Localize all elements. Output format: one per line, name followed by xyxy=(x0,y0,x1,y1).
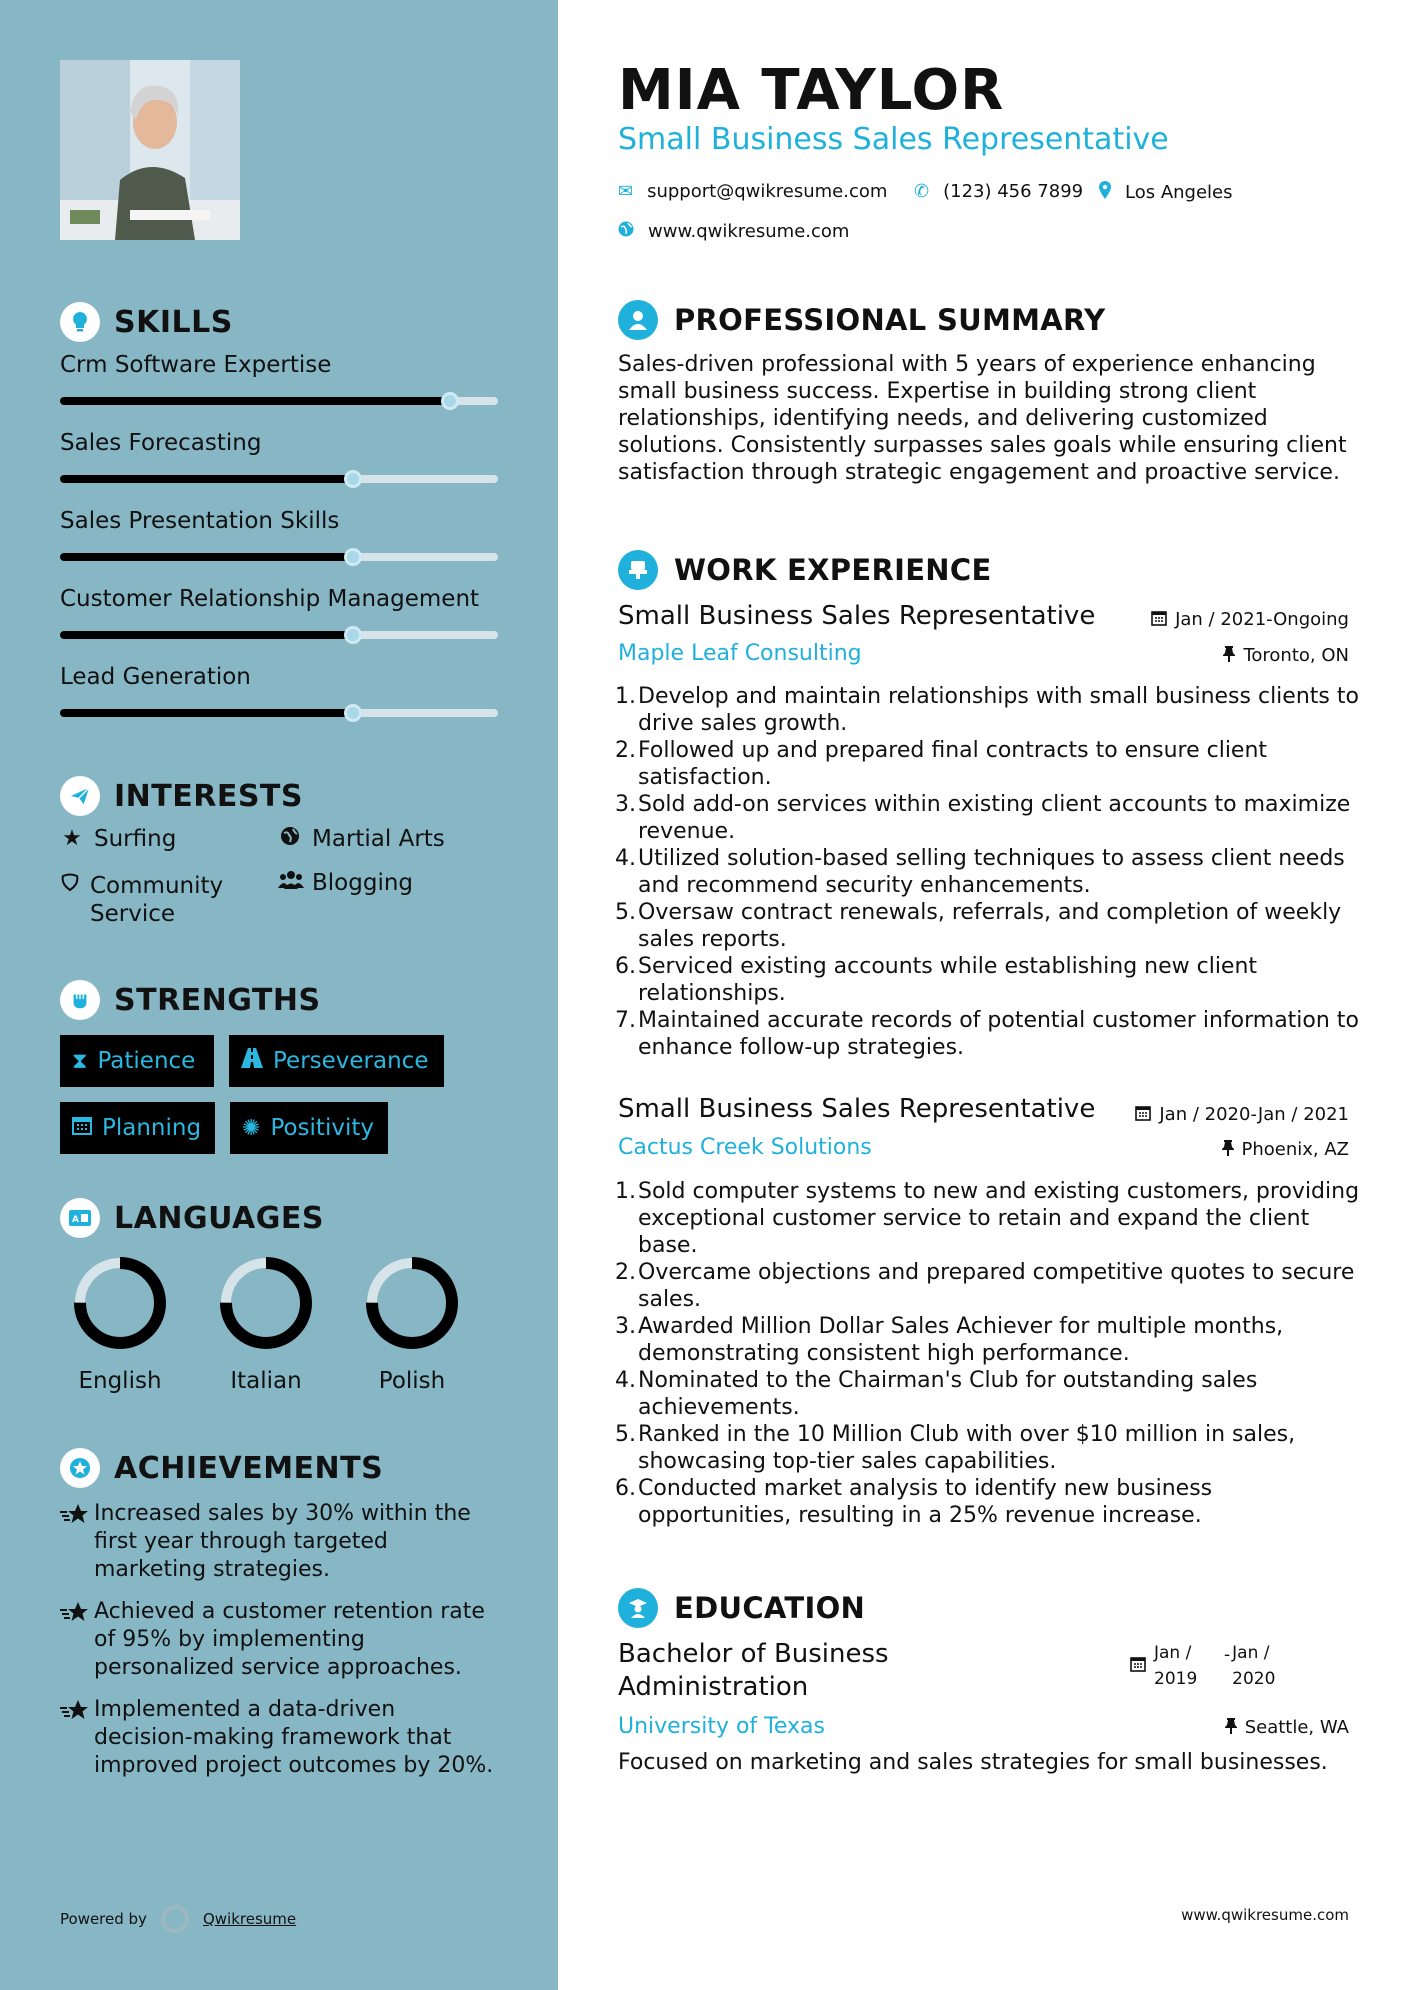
bullet-text: Utilized solution-based selling techniques to assess client needs and recommend security enhancements. xyxy=(638,846,1345,898)
education-text: Focused on marketing and sales strategies for small businesses. xyxy=(618,1750,1328,1775)
strength-chip xyxy=(230,1102,388,1154)
candidate-name: MIA TAYLOR xyxy=(618,58,1005,123)
summary-text: Sales-driven professional with 5 years of experience enhancing small business success. Expertise in building strong client relationships, identifying needs, and delivering customized solutions. Consistently surpasses sales goals while ensuring client satisfaction through strategic engagement and proactive service. xyxy=(618,352,1347,485)
achievement-text: Achieved a customer retention rate of 95% by implementing personalized service approaches. xyxy=(94,1599,485,1680)
education-dates xyxy=(1130,1640,1275,1692)
achievements-title: ACHIEVEMENTS xyxy=(114,1450,384,1486)
skill-label: Lead Generation xyxy=(60,664,251,690)
bullet-text: Sold add-on services within existing client accounts to maximize revenue. xyxy=(638,792,1351,844)
globe-icon xyxy=(618,221,634,242)
interest-label: Blogging xyxy=(312,870,414,896)
bullet-text: Oversaw contract renewals, referrals, and completion of weekly sales reports. xyxy=(638,900,1342,952)
skill-label: Sales Presentation Skills xyxy=(60,508,340,534)
languages-header xyxy=(60,1198,324,1238)
bullet-number: 1. xyxy=(615,1179,636,1204)
job-date-text: Jan / 2020-Jan / 2021 xyxy=(1159,1104,1349,1125)
education-title: EDUCATION xyxy=(674,1591,866,1625)
achievement-text: Implemented a data-driven decision-making framework that improved project outcomes by 20%. xyxy=(94,1697,494,1778)
skill-bar xyxy=(60,397,498,405)
bullet-number: 2. xyxy=(615,738,636,763)
job-location-text: Toronto, ON xyxy=(1243,645,1349,666)
profile-photo xyxy=(60,60,240,240)
skill-bar xyxy=(60,475,498,483)
shooting-star-icon xyxy=(60,1600,94,1682)
experience-title: WORK EXPERIENCE xyxy=(674,553,992,587)
users-icon xyxy=(278,870,302,896)
skill-bar-fill xyxy=(60,397,450,405)
bullet-text: Nominated to the Chairman's Club for outstanding sales achievements. xyxy=(638,1368,1258,1420)
skill-label: Crm Software Expertise xyxy=(60,352,332,378)
interests-title: INTERESTS xyxy=(114,778,303,814)
globe-icon xyxy=(278,826,302,852)
skill-bar xyxy=(60,631,498,639)
sun-icon: ✺ xyxy=(242,1115,261,1141)
skill-bar-knob xyxy=(441,392,459,410)
bullet-number: 1. xyxy=(615,684,636,709)
skill-bar-knob xyxy=(344,548,362,566)
interests-header xyxy=(60,776,303,816)
education-start-year: 2019 xyxy=(1154,1669,1198,1689)
skills-title: SKILLS xyxy=(114,304,233,340)
strengths-header xyxy=(60,980,321,1020)
job-title: Small Business Sales Representative xyxy=(618,1094,1096,1124)
pin-icon xyxy=(1223,646,1235,666)
interest-item xyxy=(278,826,445,852)
star-badge-icon xyxy=(60,1448,100,1488)
achievement-item xyxy=(60,1696,500,1780)
skill-bar xyxy=(60,553,498,561)
calendar-icon xyxy=(1130,1654,1146,1692)
achievements-header xyxy=(60,1448,383,1488)
job-date xyxy=(1151,609,1349,630)
job-bullet xyxy=(610,791,1370,845)
powered-by-label: Powered by xyxy=(60,1910,147,1928)
contact-phone[interactable] xyxy=(914,181,1083,202)
calendar-icon xyxy=(1135,1105,1151,1125)
languages-title: LANGUAGES xyxy=(114,1200,324,1236)
education-start xyxy=(1154,1640,1224,1692)
bullet-number: 6. xyxy=(615,1476,636,1501)
bullet-number: 4. xyxy=(615,1368,636,1393)
interest-item xyxy=(60,872,260,928)
job-bullet xyxy=(610,1475,1370,1529)
job-bullet xyxy=(610,1178,1370,1259)
job-date xyxy=(1135,1104,1349,1125)
language-ring xyxy=(216,1253,316,1357)
qwikresume-link[interactable]: Qwikresume xyxy=(202,1910,297,1928)
job-bullet xyxy=(610,1259,1370,1313)
paper-plane-icon xyxy=(60,776,100,816)
briefcase-icon xyxy=(618,550,658,590)
bullet-text: Awarded Million Dollar Sales Achiever for multiple months, demonstrating consistent high performance. xyxy=(638,1314,1284,1366)
contact-website[interactable] xyxy=(618,221,849,242)
powered-by xyxy=(60,1905,296,1933)
strength-label: Planning xyxy=(102,1115,202,1141)
job-bullet xyxy=(610,953,1370,1007)
bullet-number: 2. xyxy=(615,1260,636,1285)
bullet-text: Ranked in the 10 Million Club with over $10 million in sales, showcasing top-tier sales capabilities. xyxy=(638,1422,1296,1474)
bullet-number: 6. xyxy=(615,954,636,979)
fist-icon xyxy=(60,980,100,1020)
contact-email[interactable] xyxy=(618,181,887,202)
education-end xyxy=(1232,1640,1275,1692)
star-icon: ★ xyxy=(62,826,82,851)
skill-bar-knob xyxy=(344,626,362,644)
interest-item xyxy=(278,870,413,896)
school-location-text: Seattle, WA xyxy=(1244,1717,1349,1738)
summary-header xyxy=(618,300,1105,340)
footer-url[interactable]: www.qwikresume.com xyxy=(1181,1906,1349,1924)
summary-title: PROFESSIONAL SUMMARY xyxy=(674,303,1106,337)
job-bullets xyxy=(610,1178,1370,1529)
bullet-text: Conducted market analysis to identify new business opportunities, resulting in a 25% revenue increase. xyxy=(638,1476,1213,1528)
skill-label: Customer Relationship Management xyxy=(60,586,480,612)
job-bullets xyxy=(610,683,1370,1061)
job-location xyxy=(1223,645,1349,666)
interest-label: Community Service xyxy=(90,873,224,927)
profile-photo-illustration xyxy=(60,60,240,240)
lemon-icon xyxy=(60,872,80,898)
skill-bar-fill xyxy=(60,553,353,561)
education-dash: - xyxy=(1224,1645,1231,1665)
map-pin-icon xyxy=(1099,181,1111,204)
shooting-star-icon xyxy=(60,1502,94,1584)
language-label: English xyxy=(78,1368,162,1394)
road-icon xyxy=(241,1048,263,1074)
skill-bar-knob xyxy=(344,704,362,722)
company-name: Cactus Creek Solutions xyxy=(618,1135,872,1160)
hourglass-icon: ⧗ xyxy=(72,1048,88,1074)
graduate-icon xyxy=(618,1588,658,1628)
bullet-number: 3. xyxy=(615,1314,636,1339)
svg-text:A: A xyxy=(72,1215,79,1225)
language-card-icon xyxy=(60,1198,100,1238)
skill-bar xyxy=(60,709,498,717)
pin-icon xyxy=(1222,1140,1234,1160)
achievement-item xyxy=(60,1500,500,1584)
language-label: Italian xyxy=(230,1368,302,1394)
strength-chip xyxy=(229,1035,444,1087)
phone-icon: ✆ xyxy=(914,181,930,202)
interest-label: Surfing xyxy=(94,826,177,852)
calendar-icon xyxy=(1151,610,1167,630)
bullet-text: Serviced existing accounts while establishing new client relationships. xyxy=(638,954,1258,1006)
qwikresume-logo-icon xyxy=(161,1905,189,1933)
job-title: Small Business Sales Representative xyxy=(618,601,1096,631)
skill-bar-fill xyxy=(60,631,353,639)
contact-location xyxy=(1099,181,1233,204)
bullet-number: 3. xyxy=(615,792,636,817)
strength-label: Perseverance xyxy=(273,1048,429,1074)
company-name: Maple Leaf Consulting xyxy=(618,641,862,666)
strength-chip xyxy=(60,1102,215,1154)
main-content xyxy=(558,0,1407,1990)
job-date-text: Jan / 2021-Ongoing xyxy=(1175,609,1349,630)
strengths-title: STRENGTHS xyxy=(114,982,321,1018)
language-ring xyxy=(362,1253,462,1357)
bullet-text: Develop and maintain relationships with small business clients to drive sales growth. xyxy=(638,684,1359,736)
job-bullet xyxy=(610,737,1370,791)
school-name: University of Texas xyxy=(618,1714,825,1739)
skill-label: Sales Forecasting xyxy=(60,430,262,456)
education-end-month: Jan / xyxy=(1232,1643,1270,1663)
language-label: Polish xyxy=(378,1368,446,1394)
school-location xyxy=(1225,1717,1349,1738)
website-text: www.qwikresume.com xyxy=(648,221,850,242)
bullet-number: 7. xyxy=(615,1008,636,1033)
phone-text: (123) 456 7899 xyxy=(943,181,1084,202)
interest-item xyxy=(60,826,176,852)
interest-label: Martial Arts xyxy=(312,826,445,852)
shooting-star-icon xyxy=(60,1698,94,1780)
envelope-icon: ✉ xyxy=(618,181,634,202)
pin-icon xyxy=(1225,1718,1237,1738)
skill-bar-knob xyxy=(344,470,362,488)
bullet-number: 4. xyxy=(615,846,636,871)
bullet-text: Followed up and prepared final contracts to ensure client satisfaction. xyxy=(638,738,1268,790)
candidate-role: Small Business Sales Representative xyxy=(618,122,1169,157)
strength-label: Patience xyxy=(97,1048,196,1074)
bullet-text: Maintained accurate records of potential customer information to enhance follow-up strategies. xyxy=(638,1008,1359,1060)
bullet-text: Overcame objections and prepared competitive quotes to secure sales. xyxy=(638,1260,1355,1312)
education-start-month: Jan / xyxy=(1154,1643,1192,1663)
achievement-item xyxy=(60,1598,500,1682)
job-bullet xyxy=(610,1367,1370,1421)
calendar-icon xyxy=(72,1115,92,1141)
job-bullet xyxy=(610,1007,1370,1061)
strength-label: Positivity xyxy=(270,1115,374,1141)
skill-bar-fill xyxy=(60,475,353,483)
location-text: Los Angeles xyxy=(1125,182,1233,203)
degree-title: Bachelor of Business Administration xyxy=(618,1639,889,1702)
job-bullet xyxy=(610,899,1370,953)
education-header xyxy=(618,1588,865,1628)
bullet-number: 5. xyxy=(615,900,636,925)
email-text: support@qwikresume.com xyxy=(647,181,888,202)
strength-chip xyxy=(60,1035,214,1087)
achievement-text: Increased sales by 30% within the first year through targeted marketing strategies. xyxy=(94,1501,471,1582)
job-bullet xyxy=(610,1313,1370,1367)
skills-header xyxy=(60,302,233,342)
bullet-text: Sold computer systems to new and existing customers, providing exceptional customer service to retain and expand the client base. xyxy=(638,1179,1360,1258)
bullet-number: 5. xyxy=(615,1422,636,1447)
education-end-year: 2020 xyxy=(1232,1669,1276,1689)
sidebar xyxy=(0,0,558,1990)
language-ring xyxy=(70,1253,170,1357)
job-bullet xyxy=(610,683,1370,737)
job-location-text: Phoenix, AZ xyxy=(1241,1139,1349,1160)
lightbulb-icon xyxy=(60,302,100,342)
user-icon xyxy=(618,300,658,340)
skill-bar-fill xyxy=(60,709,353,717)
job-bullet xyxy=(610,845,1370,899)
job-location xyxy=(1222,1139,1350,1160)
job-bullet xyxy=(610,1421,1370,1475)
experience-header xyxy=(618,550,992,590)
